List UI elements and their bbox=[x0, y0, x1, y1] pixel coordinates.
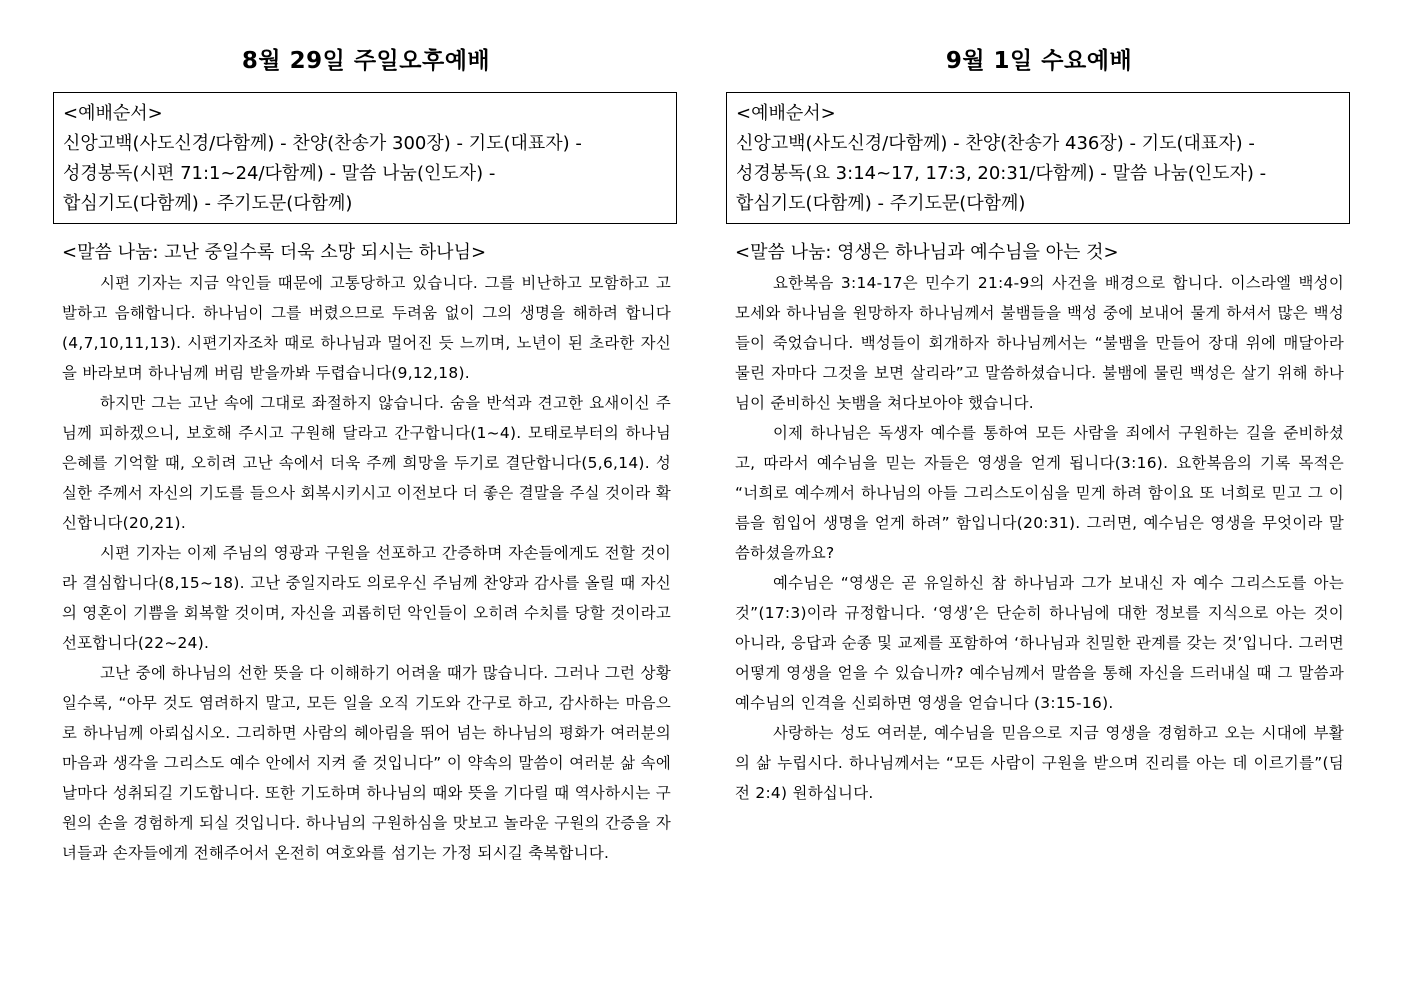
sermon-paragraph: 시편 기자는 지금 악인들 때문에 고통당하고 있습니다. 그를 비난하고 모함하고 고발하고 음해합니다. 하나님이 그를 버렸으므로 두려움 없이 그의 생명을 해하려 합니다(4,7,10,11,13). 시편기자조차 때로 하나님과 멀어진 듯 느끼며, 노년이 된 초라한 자신을 바라보며 하나님께 버림 받을까봐 두렵습니다(9,12,18). bbox=[62, 274, 671, 382]
sermon-paragraph: 시편 기자는 이제 주님의 영광과 구원을 선포하고 간증하며 자손들에게도 전할 것이라 결심합니다(8,15~18). 고난 중일지라도 의로우신 주님께 찬양과 감사를 올릴 때 자신의 영혼이 기쁨을 회복할 것이며, 자신을 괴롭히던 악인들이 오히려 수치를 당할 것이라고 선포합니다(22~24). bbox=[62, 544, 671, 652]
sermon-paragraph: 예수님은 “영생은 곧 유일하신 참 하나님과 그가 보내신 자 예수 그리스도를 아는 것”(17:3)이라 규정합니다. ‘영생’은 단순히 하나님에 대한 정보를 지식으로 아는 것이 아니라, 응답과 순종 및 교제를 포함하여 ‘하나님과 친밀한 관계를 갖는 것’입니다. 그러면 어떻게 영생을 얻을 수 있습니까? 예수님께서 말씀을 통해 자신을 드러내실 때 그 말씀과 예수님의 인격을 신뢰하면 영생을 얻습니다 (3:15-16). bbox=[735, 574, 1344, 712]
sermon-paragraph: 이제 하나님은 독생자 예수를 통하여 모든 사람을 죄에서 구원하는 길을 준비하셨고, 따라서 예수님을 믿는 자들은 영생을 얻게 됩니다(3:16). 요한복음의 기록 목적은 “너희로 예수께서 하나님의 아들 그리스도이심을 믿게 하려 함이요 또 너희로 믿고 그 이름을 힘입어 생명을 얻게 하려” 함입니다(20:31). 그러면, 예수님은 영생을 무엇이라 말씀하셨을까요? bbox=[735, 424, 1344, 562]
sermon-section bbox=[726, 238, 1352, 808]
worship-order-heading: <예배순서> bbox=[736, 103, 836, 124]
sermon-section bbox=[53, 238, 679, 868]
sermon-paragraph: 고난 중에 하나님의 선한 뜻을 다 이해하기 어려울 때가 많습니다. 그러나 그런 상황일수록, “아무 것도 염려하지 말고, 모든 일을 오직 기도와 간구로 하고, 감사하는 마음으로 하나님께 아뢰십시오. 그리하면 사람의 헤아림을 뛰어 넘는 하나님의 평화가 여러분의 마음과 생각을 그리스도 예수 안에서 지켜 줄 것입니다” 이 약속의 말씀이 여러분 삶 속에 날마다 성취되길 기도합니다. 또한 기도하며 하나님의 때와 뜻을 기다릴 때 역사하시는 구원의 손을 경험하게 되실 것입니다. 하나님의 구원하심을 맛보고 놀라운 구원의 간증을 자녀들과 손자들에게 전해주어서 온전히 여호와를 섬기는 가정 되시길 축복합니다. bbox=[62, 664, 671, 862]
worship-order-line: 신앙고백(사도신경/다함께) - 찬양(찬송가 300장) - 기도(대표자) - bbox=[63, 133, 582, 154]
sermon-paragraph: 사랑하는 성도 여러분, 예수님을 믿음으로 지금 영생을 경험하고 오는 시대에 부활의 삶 누립시다. 하나님께서는 “모든 사람이 구원을 받으며 진리를 아는 데 이르기를”(딤전 2:4) 원하십니다. bbox=[735, 724, 1344, 802]
sermon-paragraph: 요한복음 3:14-17은 민수기 21:4-9의 사건을 배경으로 합니다. 이스라엘 백성이 모세와 하나님을 원망하자 하나님께서 불뱀들을 백성 중에 보내어 물게 하셔서 많은 백성들이 죽었습니다. 백성들이 회개하자 하나님께서는 “불뱀을 만들어 장대 위에 매달아라 물린 자마다 그것을 보면 살리라”고 말씀하셨습니다. 불뱀에 물린 백성은 살기 위해 하나님이 준비하신 놋뱀을 쳐다보아야 했습니다. bbox=[735, 274, 1344, 412]
sermon-paragraph: 하지만 그는 고난 속에 그대로 좌절하지 않습니다. 숨을 반석과 견고한 요새이신 주님께 피하겠으니, 보호해 주시고 구원해 달라고 간구합니다(1~4). 모태로부터의 하나님 은혜를 기억할 때, 오히려 고난 속에서 더욱 주께 희망을 두기로 결단합니다(5,6,14). 성실한 주께서 자신의 기도를 들으사 회복시키시고 이전보다 더 좋은 결말을 주실 것이라 확신합니다(20,21). bbox=[62, 394, 671, 532]
worship-order-line: 성경봉독(요 3:14~17, 17:3, 20:31/다함께) - 말씀 나눔(인도자) - bbox=[736, 163, 1267, 184]
worship-order-box bbox=[726, 92, 1350, 224]
worship-order-heading: <예배순서> bbox=[63, 103, 163, 124]
sermon-title: <말씀 나눔: 고난 중일수록 더욱 소망 되시는 하나님> bbox=[62, 242, 487, 263]
worship-order-line: 합심기도(다함께) - 주기도문(다함께) bbox=[63, 193, 353, 214]
sermon-title: <말씀 나눔: 영생은 하나님과 예수님을 아는 것> bbox=[735, 242, 1119, 263]
worship-order-line: 합심기도(다함께) - 주기도문(다함께) bbox=[736, 193, 1026, 214]
page-title: 8월 29일 주일오후예배 bbox=[241, 48, 491, 74]
worship-order-box bbox=[53, 92, 677, 224]
worship-order-line: 성경봉독(시편 71:1~24/다함께) - 말씀 나눔(인도자) - bbox=[63, 163, 496, 184]
page-title: 9월 1일 수요예배 bbox=[945, 48, 1133, 74]
worship-order-line: 신앙고백(사도신경/다함께) - 찬양(찬송가 436장) - 기도(대표자) - bbox=[736, 133, 1255, 154]
